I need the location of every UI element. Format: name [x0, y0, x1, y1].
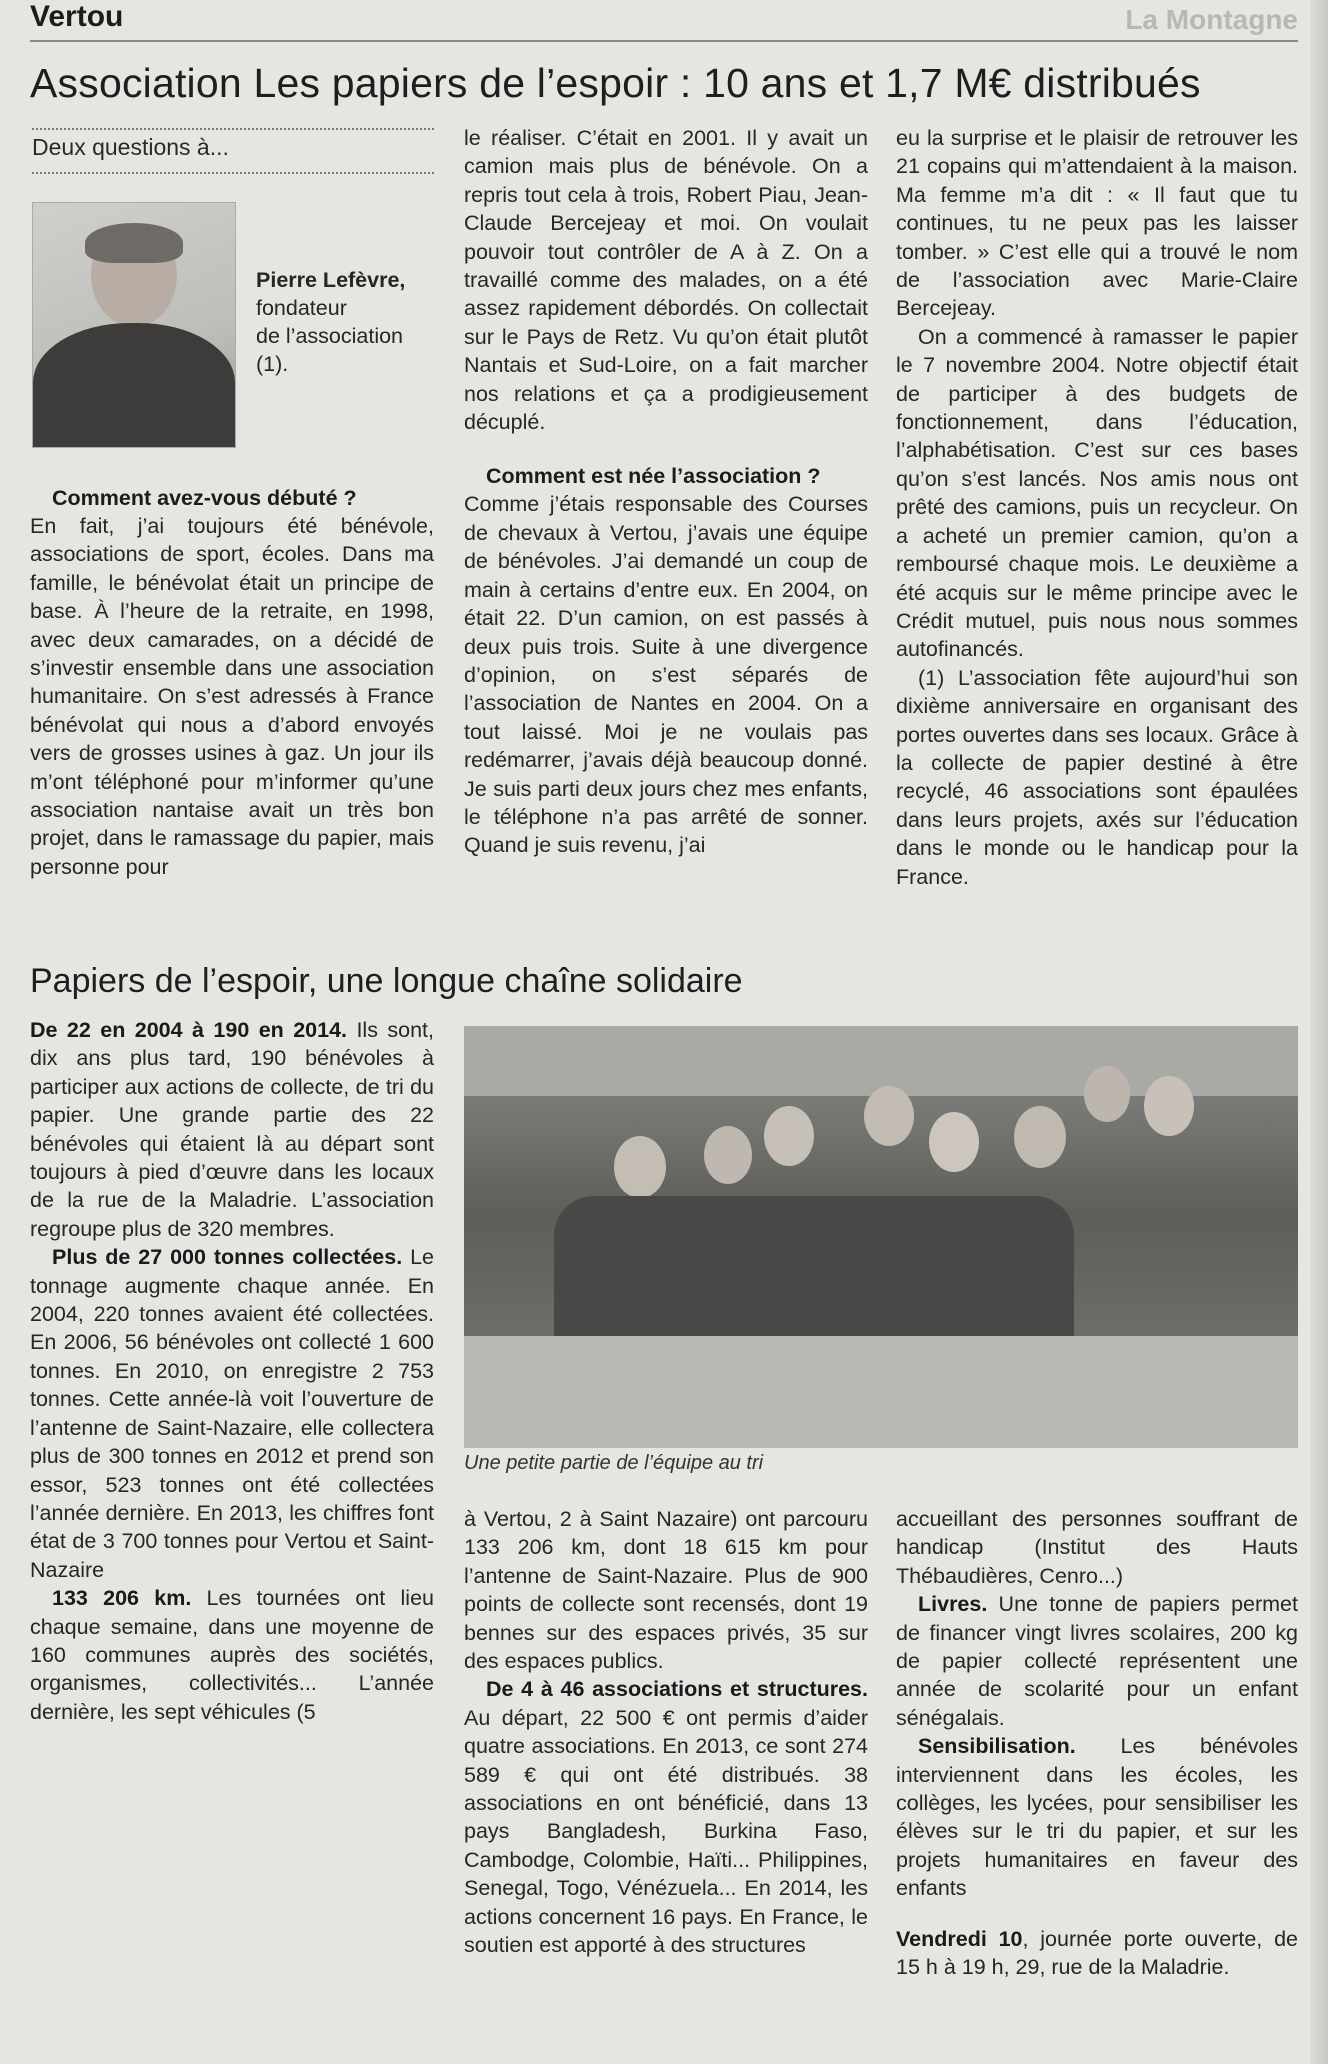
- para-2-body: Le tonnage augmente chaque année. En 2004, 220 tonnes avaient été collectées. En 2006, 56 bénévoles ont collecté 1 600 tonnes. En 2010, on enregistre 2 753 tonnes. Cette année-là voit l’ouverture de l’antenne de Saint-Nazaire, elle collectera plus de 300 tonnes en 2012 et prend son essor, 523 tonnes ont été collectées l’année dernière. En 2013, les chiffres font état de 3 700 tonnes pour Vertou et Saint-Nazaire: [30, 1245, 434, 1582]
- jacket-shape: [33, 323, 235, 447]
- person-shape: [1014, 1106, 1066, 1168]
- article-2-title: Papiers de l’espoir, une longue chaîne solidaire: [30, 962, 743, 1000]
- portrait-photo: [32, 202, 236, 448]
- para-1: [30, 1016, 434, 1243]
- paper-bins: [464, 1336, 1298, 1448]
- interviewee-caption: [256, 266, 436, 378]
- question-1: Comment avez-vous débuté ?: [52, 486, 357, 510]
- divider: [32, 172, 434, 174]
- answer-2: Comme j’étais responsable des Courses de chevaux à Vertou, j’avais une équipe de bénévoles. J’ai demandé un coup de main à certains d’entre eux. En 2004, on était 22. D’un camion, on est passés à deux puis trois. Suite à une divergence d’opinion, on s’est séparés de l’association de Nantes en 2004. On a tout laissé. Moi je ne voulais pas redémarrer, j’avais déjà beaucoup donné. Je suis parti deux jours chez mes enfants, le téléphone n’a pas arrêté de sonner. Quand je suis revenu, j’ai: [464, 492, 868, 858]
- person-shape: [864, 1086, 914, 1146]
- scan-edge: [1310, 0, 1328, 2064]
- person-shape: [1084, 1066, 1130, 1122]
- person-shape: [1144, 1076, 1194, 1136]
- interviewee-name: Pierre Lefèvre,: [256, 268, 406, 292]
- para-2-lead: Plus de 27 000 tonnes collectées.: [52, 1245, 403, 1270]
- interviewee-role-2: de l’association: [256, 324, 404, 348]
- para-4-lead: De 4 à 46 associations et structures.: [486, 1677, 868, 1702]
- para-6-lead: Sensibilisation.: [918, 1734, 1076, 1759]
- para-2: [30, 1243, 434, 1584]
- answer-2-end: On a commencé à ramasser le papier le 7 novembre 2004. Notre objectif était de participer à des budgets de fonctionnement, dans l’éducation, l’alphabétisation. C’est sur ces bases qu’on s’est lancés. Nos amis nous ont prêté des camions, puis un recycleur. On a acheté un premier camion, qu’on a remboursé chaque mois. Le deuxième a été acquis sur le même principe avec le Crédit mutuel, puis nous nous sommes autofinancés.: [896, 324, 1298, 662]
- answer-1: En fait, j’ai toujours été bénévole, associations de sport, écoles. Dans ma famille, le bénévolat était un principe de base. À l’heure de la retraite, en 1998, avec deux camarades, on a décidé de s’investir ensemble dans une association humanitaire. On s’est adressés à France bénévolat qui nous a d’abord envoyés vers de grosses usines à gaz. Un jour ils m’ont téléphoné pour m’informer qu’une association nantaise avait un très bon projet, dans le ramassage du papier, mais personne pour: [30, 514, 434, 879]
- interview-col-2: [464, 124, 868, 860]
- para-4: [464, 1675, 868, 1959]
- divider: [32, 128, 434, 130]
- answer-2-cont: eu la surprise et le plaisir de retrouver les 21 copains qui m’attendaient à la maison. Ma femme m’a dit : « Il faut que tu continues, tu ne peux pas les laisser tomber. » C’est elle qui a trouvé le nom de l’association avec Marie-Claire Bercejeay.: [896, 126, 1298, 321]
- answer-1-cont: le réaliser. C’était en 2001. Il y avait un camion mais plus de bénévole. On a repris tout cela à trois, Robert Piau, Jean-Claude Bercejeay et moi. On voulait pouvoir tout contrôler de A à Z. On a travaillé comme des malades, on a été assez rapidement débordés. On collectait sur le Pays de Retz. Vu qu’on était plutôt Nantais et Sud-Loire, on a fait marcher nos relations et ça a prodigieusement décuplé.: [464, 126, 868, 435]
- section-town: Vertou: [30, 0, 124, 33]
- para-5-body: Une tonne de papiers permet de financer vingt livres scolaires, 200 kg de papier collecté représentent une année de scolarité pour un enfant sénégalais.: [896, 1592, 1298, 1730]
- article-2-col-2: [464, 1505, 868, 1960]
- para-5-lead: Livres.: [918, 1592, 988, 1617]
- para-1-lead: De 22 en 2004 à 190 en 2014.: [30, 1018, 348, 1042]
- interviewee-role-1: fondateur: [256, 296, 347, 320]
- para-7: [896, 1925, 1298, 1982]
- header-rule: [30, 40, 1298, 42]
- para-3: [30, 1584, 434, 1726]
- person-shape: [704, 1126, 752, 1184]
- para-1-body: Ils sont, dix ans plus tard, 190 bénévoles à participer aux actions de collecte, de tri du papier. Une grande partie des 22 bénévoles qui étaient là au départ sont toujours à pied d’œuvre dans les locaux de la rue de la Maladrie. L’association regroupe plus de 320 membres.: [30, 1018, 434, 1241]
- para-6-body: Les bénévoles interviennent dans les écoles, les collèges, les lycées, pour sensibiliser les élèves sur le tri du papier, et sur les projets humanitaires en faveur des enfants: [896, 1734, 1298, 1901]
- para-4-body: Au départ, 22 500 € ont permis d’aider quatre associations. En 2013, ce sont 274 589 € qui ont été distribués. 38 associations en ont bénéficié, dans 13 pays Bangladesh, Burkina Faso, Cambodge, Colombie, Haïti... Philippines, Senegal, Togo, Vénézuela... En 2014, les actions concernent 16 pays. En France, le soutien est apporté à des structures: [464, 1705, 868, 1958]
- edge-masthead: La Montagne: [1125, 4, 1298, 35]
- para-3-lead: 133 206 km.: [52, 1586, 192, 1611]
- footnote: (1) L’association fête aujourd’hui son dixième anniversaire en organisant des portes ouvertes dans ses locaux. Grâce à la collecte de papier destiné à être recyclé, 46 associations sont épaulées dans leurs projets, axés sur l’éducation dans le monde ou le handicap pour la France.: [896, 665, 1298, 889]
- question-2: Comment est née l’association ?: [486, 464, 821, 489]
- para-3-cont: à Vertou, 2 à Saint Nazaire) ont parcouru 133 206 km, dont 18 615 km pour l’antenne de Saint-Nazaire. Plus de 900 points de collecte sont recensés, dont 19 bennes sur des espaces privés, 35 sur des espaces publics.: [464, 1507, 868, 1674]
- para-4-cont: accueillant des personnes souffrant de handicap (Institut des Hauts Thébaudières, Cenro...): [896, 1507, 1298, 1588]
- interview-col-1: [30, 484, 434, 881]
- para-7-body: , journée porte ouverte, de 15 h à 19 h, 29, rue de la Maladrie.: [896, 1926, 1298, 1980]
- person-shape: [614, 1136, 666, 1198]
- kicker: Deux questions à...: [32, 134, 229, 160]
- para-6: [896, 1732, 1298, 1902]
- interview-col-3: [896, 124, 1298, 891]
- person-shape: [764, 1106, 814, 1166]
- article-2-col-3: [896, 1505, 1298, 1982]
- hair-shape: [85, 223, 183, 263]
- para-5: [896, 1590, 1298, 1732]
- para-7-lead: Vendredi 10: [896, 1926, 1023, 1951]
- person-shape: [929, 1112, 979, 1172]
- para-3-body: Les tournées ont lieu chaque semaine, dans une moyenne de 160 communes auprès des sociétés, organismes, collectivités... L’année dernière, les sept véhicules (5: [30, 1586, 434, 1724]
- photo-caption: Une petite partie de l’équipe au tri: [464, 1452, 764, 1474]
- article-2-col-1: [30, 1016, 434, 1726]
- interviewee-role-3: (1).: [256, 352, 289, 376]
- team-photo: [464, 1026, 1298, 1448]
- headline: Association Les papiers de l’espoir : 10 ans et 1,7 M€ distribués: [30, 60, 1201, 106]
